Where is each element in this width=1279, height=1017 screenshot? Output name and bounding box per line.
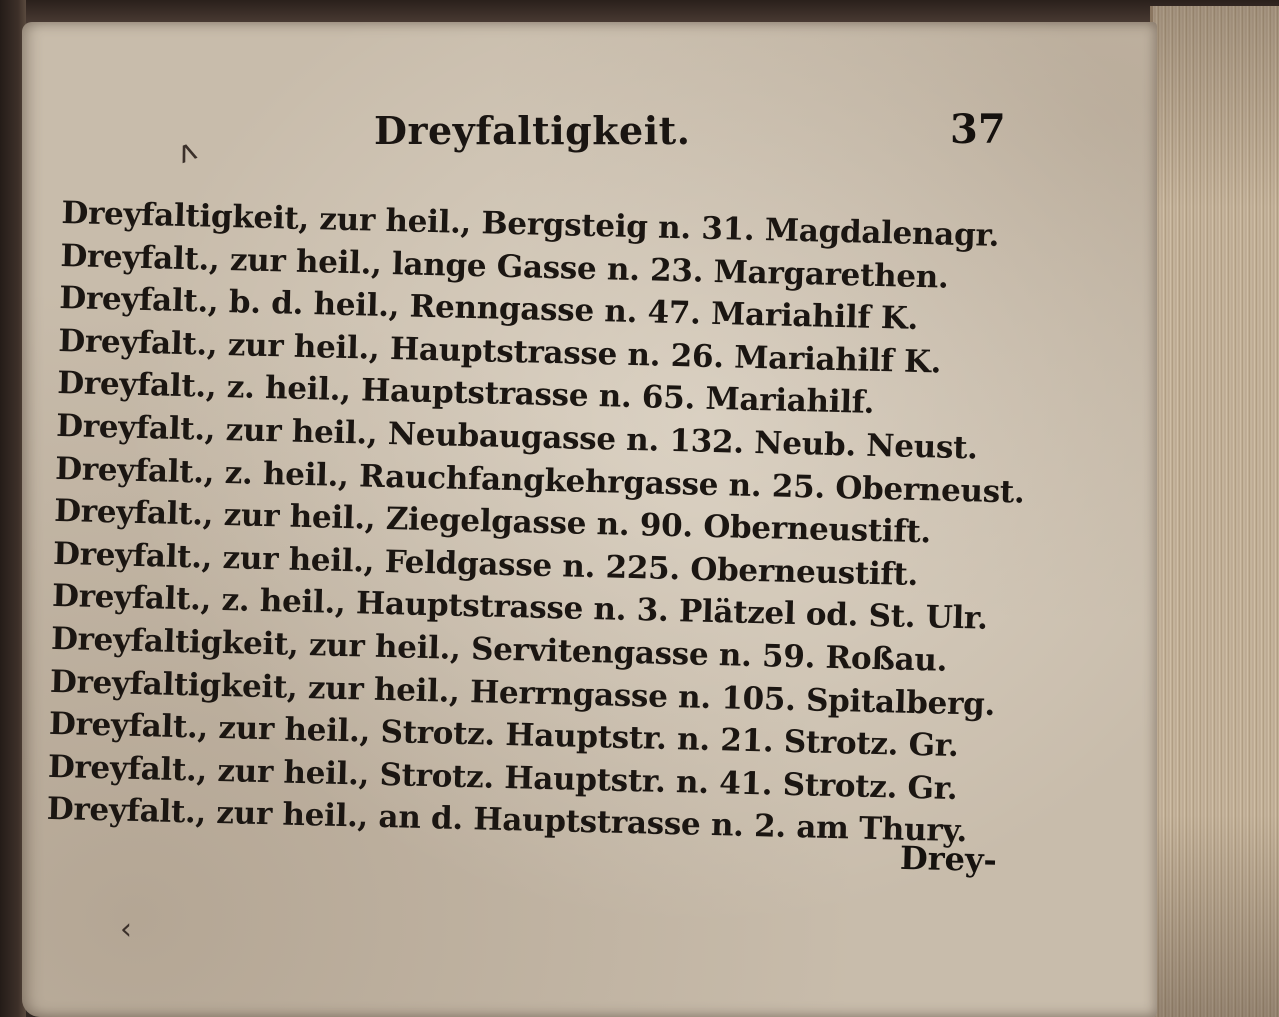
- page-stack-edge: [1150, 6, 1279, 1017]
- page-number: 37: [950, 106, 1006, 153]
- entry-line: Dreyfaltigkeit, zur heil., Servitengasse n. 59. Roßau.: [50, 620, 948, 679]
- entry-line: Dreyfalt., z. heil., Hauptstrasse n. 65. Mariahilf.: [56, 365, 875, 422]
- entry-line: Dreyfalt., zur heil., Strotz. Hauptstr. n. 41. Strotz. Gr.: [47, 748, 958, 807]
- entry-line: Dreyfaltigkeit, zur heil., Herrngasse n. 105. Spitalberg.: [49, 663, 996, 723]
- entry-line: Dreyfalt., zur heil., lange Gasse n. 23. Margarethen.: [60, 237, 949, 296]
- entry-line: Dreyfalt., zur heil., Hauptstrasse n. 26. Mariahilf K.: [57, 322, 942, 381]
- catchword: Drey-: [899, 838, 998, 880]
- ink-mark: ʌ: [172, 132, 202, 171]
- entry-line: Dreyfalt., zur heil., an d. Hauptstrasse n. 2. am Thury.: [46, 791, 968, 850]
- ink-mark: ‹: [120, 912, 132, 947]
- running-title: Dreyfaltigkeit.: [374, 108, 691, 153]
- entry-line: Dreyfalt., zur heil., Strotz. Hauptstr. n. 21. Strotz. Gr.: [48, 705, 959, 765]
- entry-line: Dreyfalt., zur heil., Neubaugasse n. 132. Neub. Neust.: [55, 407, 979, 467]
- entry-line: Dreyfalt., zur heil., Ziegelgasse n. 90. Oberneustift.: [53, 493, 932, 551]
- entry-line: Dreyfalt., z. heil., Hauptstrasse n. 3. Plätzel od. St. Ulr.: [51, 578, 989, 638]
- entry-line: Dreyfaltigkeit, zur heil., Bergsteig n. 31. Magdalenagr.: [61, 194, 1000, 254]
- entry-line: Dreyfalt., zur heil., Feldgasse n. 225. Oberneustift.: [52, 535, 919, 593]
- book-page: [22, 22, 1157, 1017]
- entry-list: [46, 192, 1061, 855]
- entry-line: Dreyfalt., z. heil., Rauchfangkehrgasse n. 25. Oberneust.: [54, 450, 1025, 511]
- entry-line: Dreyfalt., b. d. heil., Renngasse n. 47. Mariahilf K.: [58, 280, 919, 338]
- book-top-edge: [0, 0, 1279, 24]
